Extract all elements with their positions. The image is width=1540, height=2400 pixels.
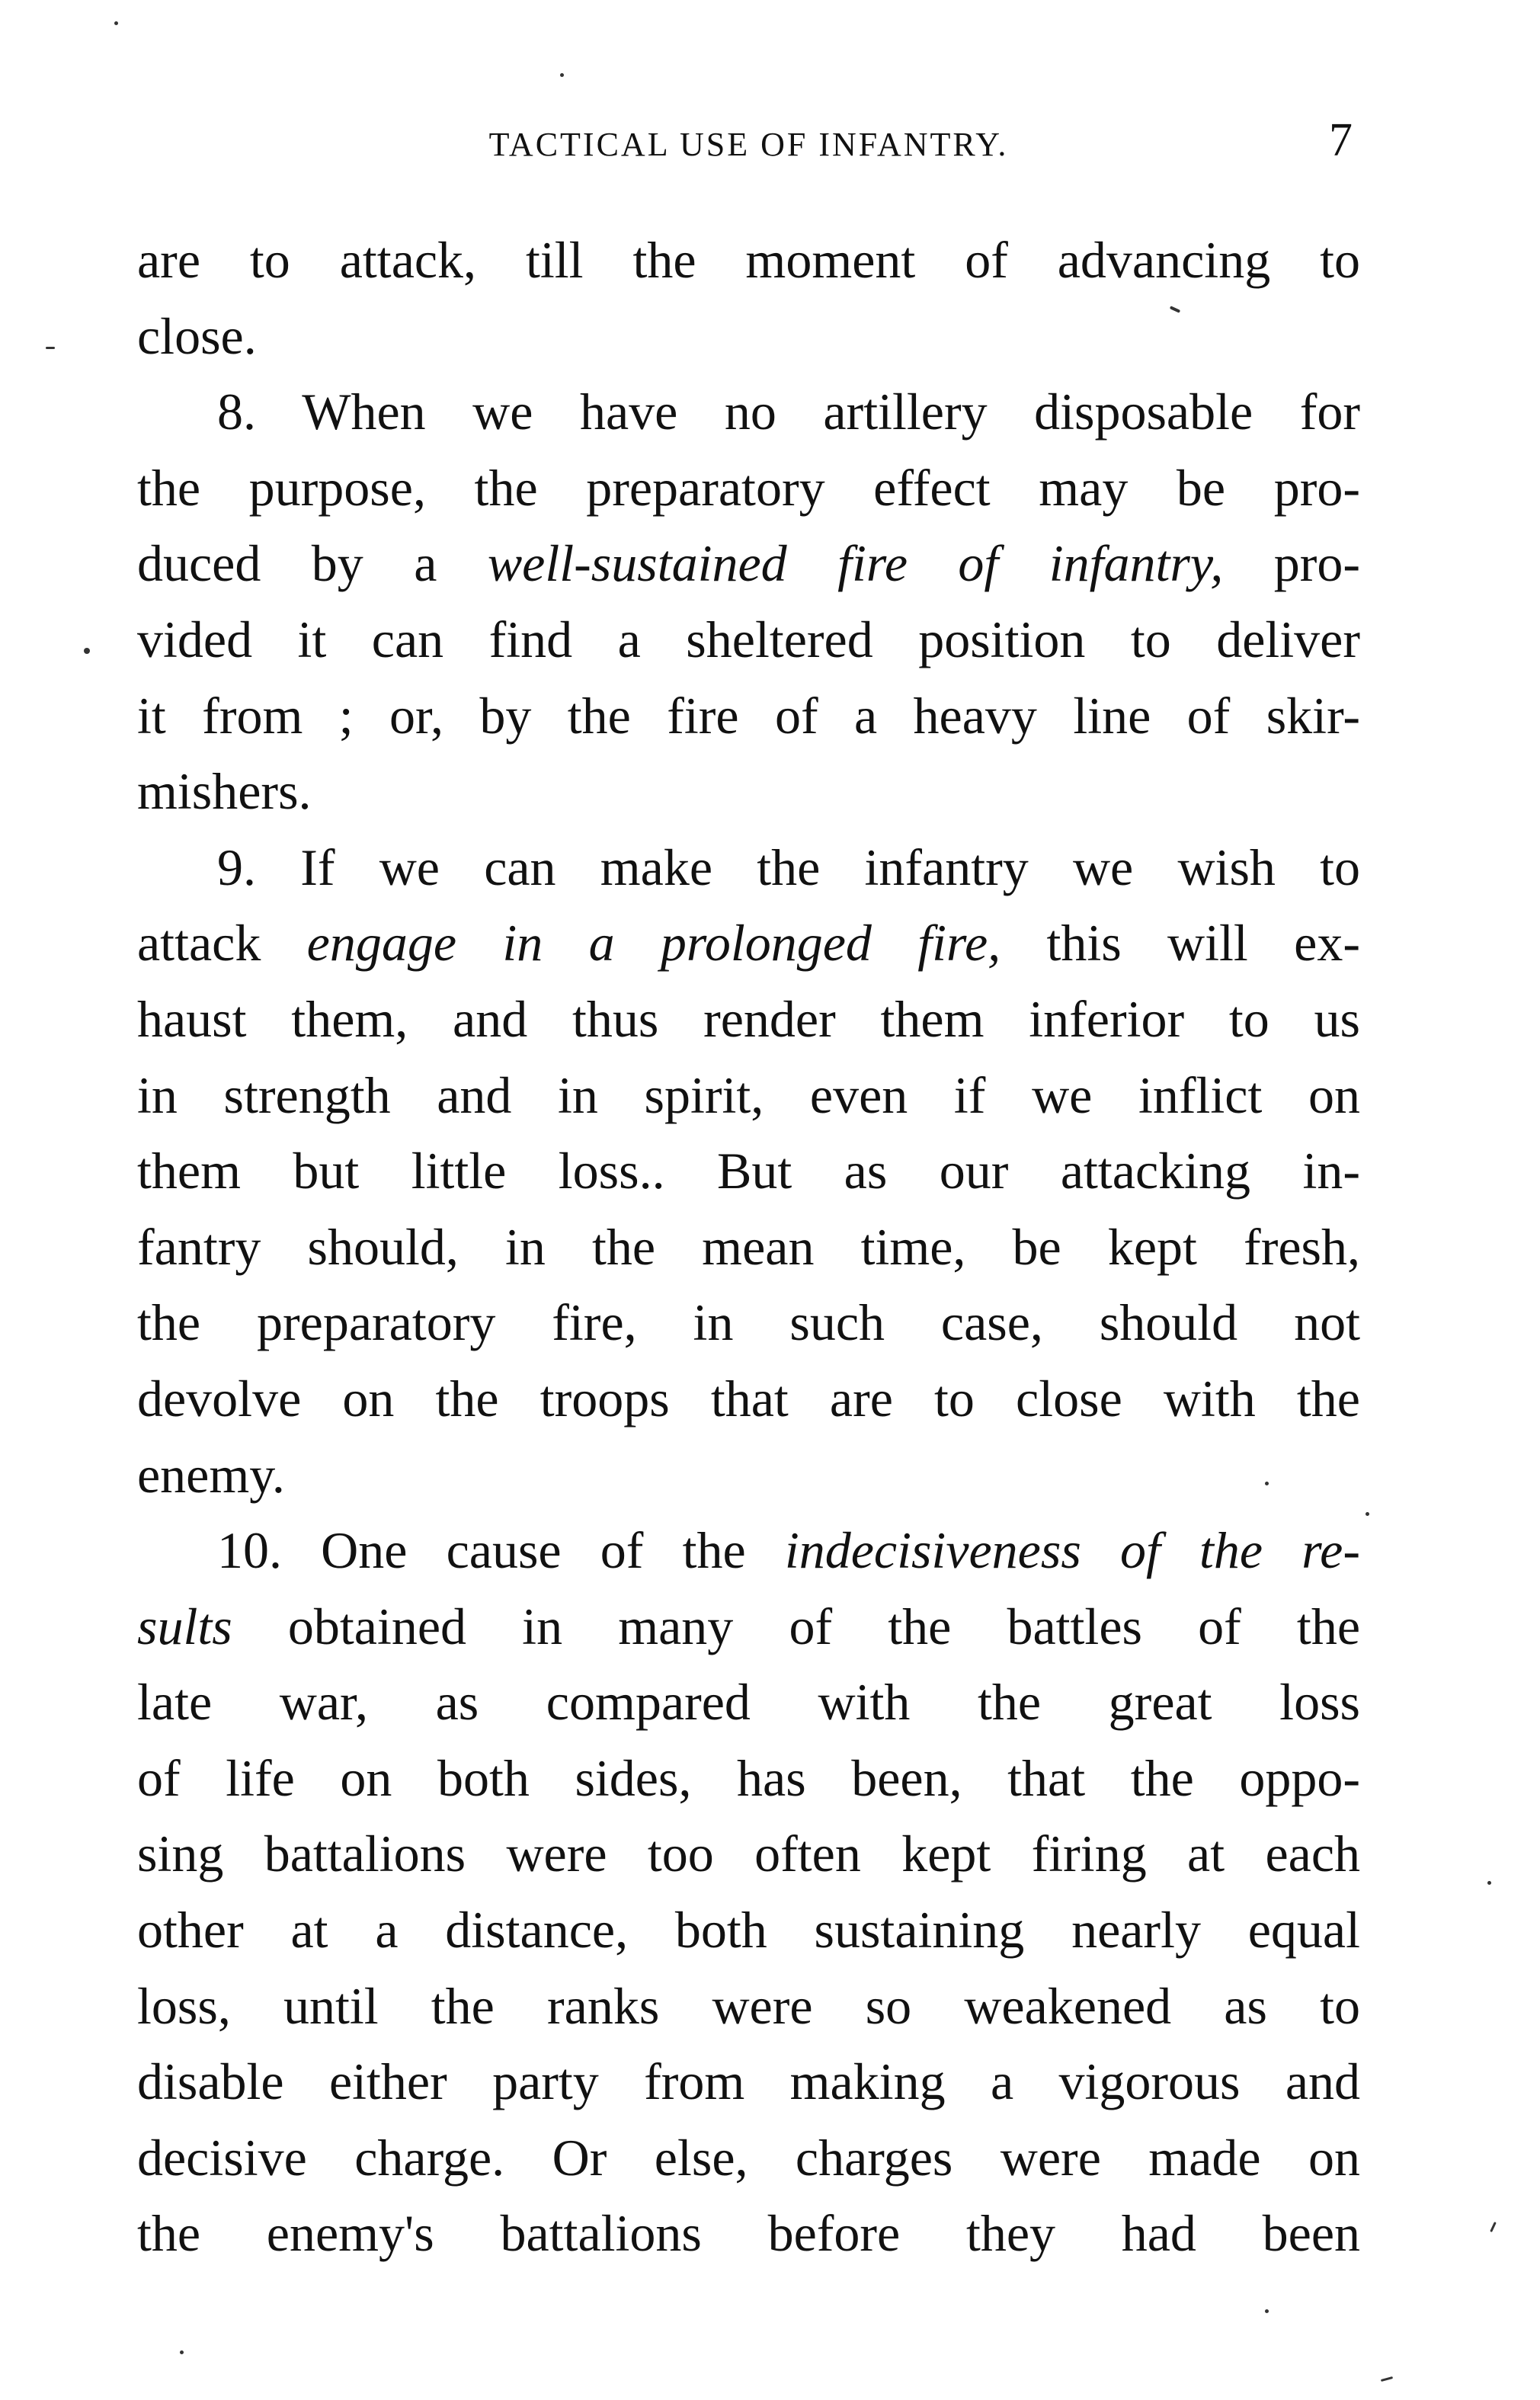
text-line (137, 602, 1360, 678)
text-line (137, 1285, 1360, 1361)
scan-speck (1265, 1482, 1269, 1485)
text-segment: the preparatory fire, in such case, should not (137, 1293, 1360, 1352)
text-line (137, 450, 1360, 527)
text-line (137, 830, 1360, 906)
scan-speck (560, 73, 564, 77)
text-segment: the purpose, the preparatory effect may be pro- (137, 458, 1360, 517)
text-segment: devolve on the troops that are to close with the (137, 1369, 1360, 1428)
scan-speck (1490, 2222, 1497, 2232)
text-line (137, 223, 1360, 299)
scan-speck (1265, 2309, 1269, 2313)
italic-text: indecisiveness of the re- (784, 1521, 1360, 1580)
text-line (137, 1210, 1360, 1286)
text-segment: 9. If we can make the infantry we wish to (217, 838, 1360, 896)
text-segment: the enemy's battalions before they had been (137, 2204, 1360, 2263)
text-segment: attack (137, 914, 307, 972)
scan-speck (84, 648, 90, 654)
text-line (137, 1361, 1360, 1437)
scan-speck (1366, 1512, 1369, 1516)
text-segment: in strength and in spirit, even if we inflict on (137, 1065, 1360, 1124)
text-segment: disable either party from making a vigorous and (137, 2052, 1360, 2111)
text-segment: this will ex- (1001, 914, 1360, 972)
text-segment: loss, until the ranks were so weakened as to (137, 1976, 1360, 2035)
scan-speck (114, 21, 118, 25)
body-text (137, 223, 1360, 2272)
page-number: 7 (1329, 114, 1353, 166)
running-head (137, 114, 1360, 171)
text-segment: 10. One cause of the (217, 1521, 785, 1580)
text-segment: decisive charge. Or else, charges were made on (137, 2128, 1360, 2187)
text-segment: enemy. (137, 1445, 285, 1504)
text-line (137, 2044, 1360, 2120)
text-line (137, 754, 1360, 830)
text-line (137, 2120, 1360, 2197)
running-title: TACTICAL USE OF INFANTRY. (488, 126, 1009, 163)
text-segment: it from ; or, by the fire of a heavy line of skir- (137, 686, 1360, 745)
text-segment: vided it can find a sheltered position to deliver (137, 610, 1360, 668)
text-line (137, 1816, 1360, 1892)
text-line (137, 374, 1360, 450)
text-line (137, 905, 1360, 982)
text-line (137, 1513, 1360, 1589)
text-line (137, 678, 1360, 755)
scan-speck (180, 2350, 184, 2354)
text-line (137, 1741, 1360, 1817)
text-segment: fantry should, in the mean time, be kept fresh, (137, 1217, 1360, 1276)
text-line (137, 1665, 1360, 1741)
scan-speck (46, 347, 55, 349)
scan-speck (1381, 2376, 1393, 2382)
italic-text: sults (137, 1597, 232, 1655)
text-line (137, 2196, 1360, 2272)
text-line (137, 1058, 1360, 1134)
text-segment: close. (137, 306, 257, 365)
text-segment: late war, as compared with the great loss (137, 1673, 1360, 1732)
text-segment: other at a distance, both sustaining nearly equal (137, 1901, 1360, 1959)
text-line (137, 1133, 1360, 1210)
italic-text: well-sustained fire of infantry, (487, 534, 1224, 593)
text-segment: of life on both sides, has been, that the oppo- (137, 1748, 1360, 1807)
text-segment: sing battalions were too often kept firing at each (137, 1825, 1360, 1883)
italic-text: engage in a prolonged fire, (306, 914, 1001, 972)
text-segment: them but little loss.. But as our attacking in- (137, 1142, 1360, 1200)
text-line (137, 1589, 1360, 1665)
text-line (137, 1892, 1360, 1969)
text-segment: mishers. (137, 762, 312, 821)
text-segment: 8. When we have no artillery disposable for (217, 383, 1360, 441)
text-segment: duced by a (137, 534, 488, 593)
text-line (137, 982, 1360, 1058)
scan-speck (1487, 1881, 1491, 1885)
text-segment: obtained in many of the battles of the (232, 1597, 1360, 1655)
text-segment: are to attack, till the moment of advancing to (137, 231, 1360, 289)
text-line (137, 1437, 1360, 1514)
text-line (137, 1969, 1360, 2045)
text-segment: haust them, and thus render them inferior to us (137, 989, 1360, 1048)
text-segment: pro- (1223, 534, 1361, 593)
text-line (137, 526, 1360, 602)
